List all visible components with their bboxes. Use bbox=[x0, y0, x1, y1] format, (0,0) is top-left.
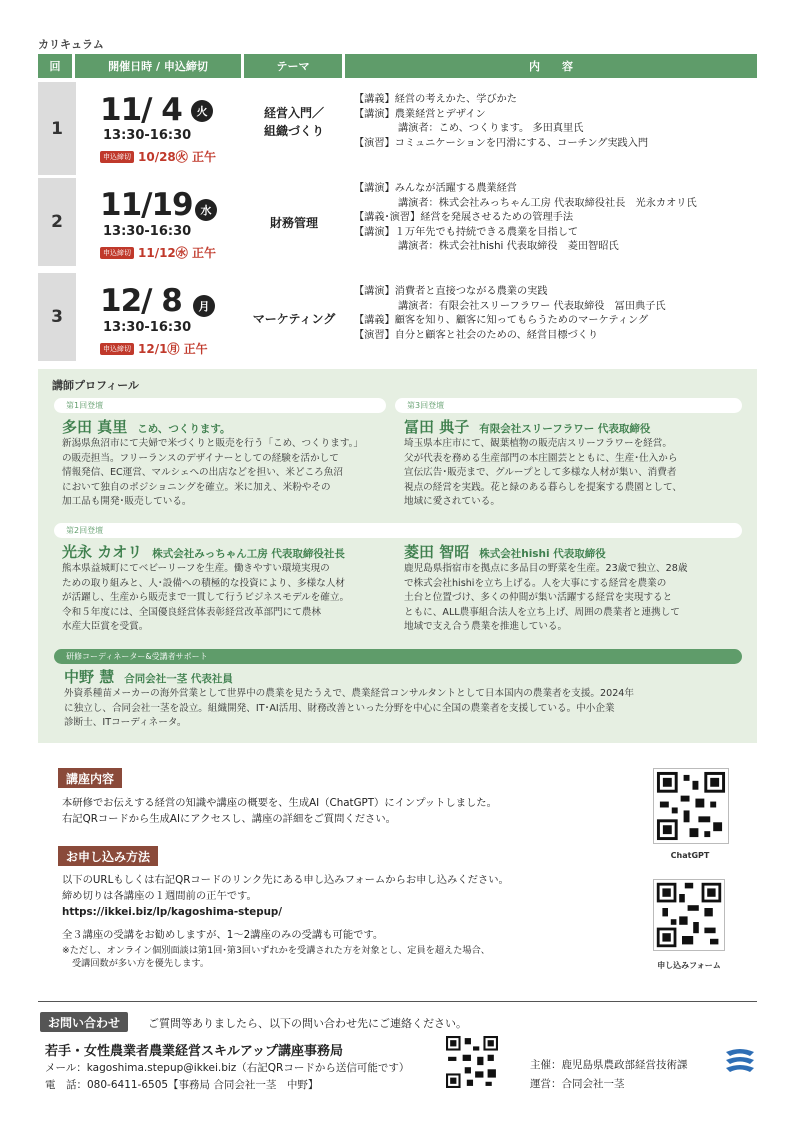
session-content: 【講演】みんなが活躍する農業経営 講演者：株式会社みっちゃん工房 代表取締役社長 光永カオリ氏 【講義･演習】経営を発展させるための管理手法 【講演】１万年先でも持続できる農業を目指して 講演者：株式会社hishi 代表取締役 菱田智昭氏 bbox=[354, 183, 697, 253]
session-date: 11/ 4 bbox=[100, 92, 182, 128]
session-time: 13:30-16:30 bbox=[103, 224, 192, 239]
profile-description: 鹿児島県指宿市を拠点に多品目の野菜を生産。23歳で独立、28歳 で株式会社hishiを立ち上げる。人を大事にする経営を農業の 土台と位置づけ、多くの仲間が集い活躍する経営を実現すると ともに、ALL農事組合法人を立ち上げ、周囲の農業者と連携して 地域で支え合う農業を推進している。 bbox=[404, 563, 688, 633]
qr-code-icon bbox=[654, 769, 728, 843]
session-row bbox=[38, 178, 757, 266]
deadline-text: 10/28㊋ 正午 bbox=[138, 150, 216, 164]
deadline-tag: 申込締切 bbox=[100, 151, 134, 163]
session-theme: 経営入門／ 組織づくり bbox=[263, 106, 324, 138]
form-qr-label: 申し込みフォーム bbox=[657, 961, 721, 970]
profile-name: 光永 カオリ 株式会社みっちゃん工房 代表取締役社長 bbox=[62, 543, 345, 561]
deadline-text: 12/1㊊ 正午 bbox=[138, 342, 208, 356]
profile-description: 熊本県益城町にてベビーリーフを生産。働きやすい環境実現の ための取り組みと、人･設備への積極的な投資により、多様な人材 が活躍し、生産から販売まで一貫して行うビジネスモデルを確立。 令和５年度には、全国優良経営体表彰経営改革部門にて農林 水産大臣賞を受賞。 bbox=[62, 563, 350, 633]
operator-text: 運営：合同会社一茎 bbox=[530, 1078, 625, 1090]
header-date: 開催日時 / 申込締切 bbox=[75, 54, 241, 78]
session-number: 3 bbox=[38, 273, 76, 361]
deadline-text: 11/12㊌ 正午 bbox=[138, 246, 216, 260]
deadline-tag: 申込締切 bbox=[100, 247, 134, 259]
session-theme: マーケティング bbox=[252, 312, 336, 326]
divider bbox=[38, 1001, 757, 1002]
apply-heading: お申し込み方法 bbox=[58, 846, 158, 866]
session-number: 1 bbox=[38, 82, 76, 175]
profile-name: 菱田 智昭 株式会社hishi 代表取締役 bbox=[404, 543, 606, 561]
chatgpt-qr-code[interactable] bbox=[653, 768, 729, 844]
session-row bbox=[38, 82, 757, 175]
contact-phone[interactable]: 電 話：080-6411-6505【事務局 合同会社一茎 中野】 bbox=[45, 1079, 319, 1091]
instructor-profiles bbox=[38, 369, 757, 743]
deadline bbox=[100, 244, 216, 261]
header-theme: テーマ bbox=[244, 54, 342, 78]
profile-description: 新潟県魚沼市にて夫婦で米づくりと販売を行う「こめ、つくります。」 の販売担当。フリーランスのデザイナーとしての経験を活かして 情報発信、EC運営、マルシェへの出店などを担い、米どころ魚沼 において独自のポジショニングを確立。米に加え、米粉やその 加工品も開発･販売している。 bbox=[62, 438, 364, 508]
apply-note: 全３講座の受講をお勧めしますが、1～2講座のみの受講も可能です。 bbox=[62, 929, 384, 941]
contact-lead: ご質問等ありましたら、以下の問い合わせ先にご連絡ください。 bbox=[148, 1017, 467, 1030]
curriculum-title: カリキュラム bbox=[38, 38, 104, 51]
session-content: 【講演】消費者と直接つながる農業の実践 講演者：有限会社スリーフラワー 代表取締役 冨田典子氏 【講義】顧客を知り、顧客に知ってもらうためのマーケティング 【演習】自分と顧客と社会のための、経営目標づくり bbox=[354, 286, 666, 341]
profile-session-tag: 第1回登壇 bbox=[54, 398, 386, 413]
profile-description: 埼玉県本庄市にて、観葉植物の販売店スリーフラワーを経営。 父が代表を務める生産部門の本庄園芸とともに、生産･仕入から 宣伝広告･販売まで、グループとして多様な人材が集い、消費者 視点の経営を実践。花と緑のある暮らしを提案する農園として、 地域に愛されている。 bbox=[404, 438, 683, 508]
profiles-title: 講師プロフィール bbox=[52, 379, 139, 392]
course-heading: 講座内容 bbox=[58, 768, 122, 788]
apply-url-link[interactable]: https://ikkei.biz/lp/kagoshima-stepup/ bbox=[62, 906, 283, 918]
weekday-badge: 月 bbox=[193, 295, 215, 317]
contact-email[interactable]: メール：kagoshima.stepup@ikkei.biz（右記QRコードから送信可能です） bbox=[45, 1062, 410, 1074]
profile-session-tag: 第3回登壇 bbox=[395, 398, 742, 413]
deadline bbox=[100, 148, 216, 165]
profile-session-tag: 第2回登壇 bbox=[54, 523, 742, 538]
host-text: 主催：鹿児島県農政部経営技術課 bbox=[530, 1059, 688, 1071]
deadline bbox=[100, 340, 208, 357]
chatgpt-qr-label: ChatGPT bbox=[670, 851, 710, 860]
qr-code-icon bbox=[654, 880, 724, 950]
session-date: 12/ 8 bbox=[100, 283, 182, 319]
weekday-badge: 火 bbox=[191, 100, 213, 122]
contact-tag: お問い合わせ bbox=[40, 1012, 128, 1032]
deadline-tag: 申込締切 bbox=[100, 343, 134, 355]
office-name: 若手・女性農業者農業経営スキルアップ講座事務局 bbox=[45, 1044, 343, 1059]
apply-note-small: ※ただし、オンライン個別面談は第1回･第3回いずれかを受講された方を対象とし、定員を超えた場合、 受講回数が多い方を優先します。 bbox=[62, 945, 490, 969]
session-time: 13:30-16:30 bbox=[103, 128, 192, 143]
session-theme: 財務管理 bbox=[269, 216, 318, 230]
session-time: 13:30-16:30 bbox=[103, 320, 192, 335]
course-text: 本研修でお伝えする経営の知識や講座の概要を、生成AI（ChatGPT）にインプットしました。 右記QRコードから生成AIにアクセスし、講座の詳細をご質問ください。 bbox=[62, 797, 497, 825]
session-content: 【講義】経営の考えかた、学びかた 【講演】農業経営とデザイン 講演者：こめ、つくります。 多田真里氏 【演習】コミュニケーションを円滑にする、コーチング実践入門 bbox=[354, 94, 649, 149]
qr-code-icon bbox=[446, 1036, 498, 1088]
profile-name: 中野 慧 合同会社一茎 代表社員 bbox=[64, 668, 233, 686]
profile-description: 外資系種苗メーカーの海外営業として世界中の農業を見たうえで、農業経営コンサルタントとして日本国内の農業者を支援。2024年 に独立し、合同会社一茎を設立。組織開発、IT･AI活用、財務改善といった分野を中心に全国の農業者を支援している。中小企業 診断士、ITコーディネータ。 bbox=[64, 688, 635, 729]
profile-name: 冨田 典子 有限会社スリーフラワー 代表取締役 bbox=[404, 418, 651, 436]
profile-name: 多田 真里 こめ、つくります。 bbox=[62, 418, 231, 436]
session-date: 11/19 bbox=[100, 187, 193, 223]
weekday-badge: 水 bbox=[195, 199, 217, 221]
header-content: 内 容 bbox=[345, 54, 757, 78]
session-number: 2 bbox=[38, 178, 76, 266]
email-qr-code[interactable] bbox=[446, 1036, 498, 1088]
form-qr-code[interactable] bbox=[653, 879, 725, 951]
header-num: 回 bbox=[38, 54, 72, 78]
session-row bbox=[38, 273, 757, 361]
apply-text: 以下のURLもしくは右記QRコードのリンク先にある申し込みフォームからお申し込みください。 締め切りは各講座の１週間前の正午です。 https://ikkei.biz/lp/kagoshima-stepup/ bbox=[62, 874, 509, 918]
kagoshima-logo-icon bbox=[722, 1044, 758, 1078]
coordinator-tag: 研修コーディネーター&受講者サポート bbox=[54, 649, 742, 664]
